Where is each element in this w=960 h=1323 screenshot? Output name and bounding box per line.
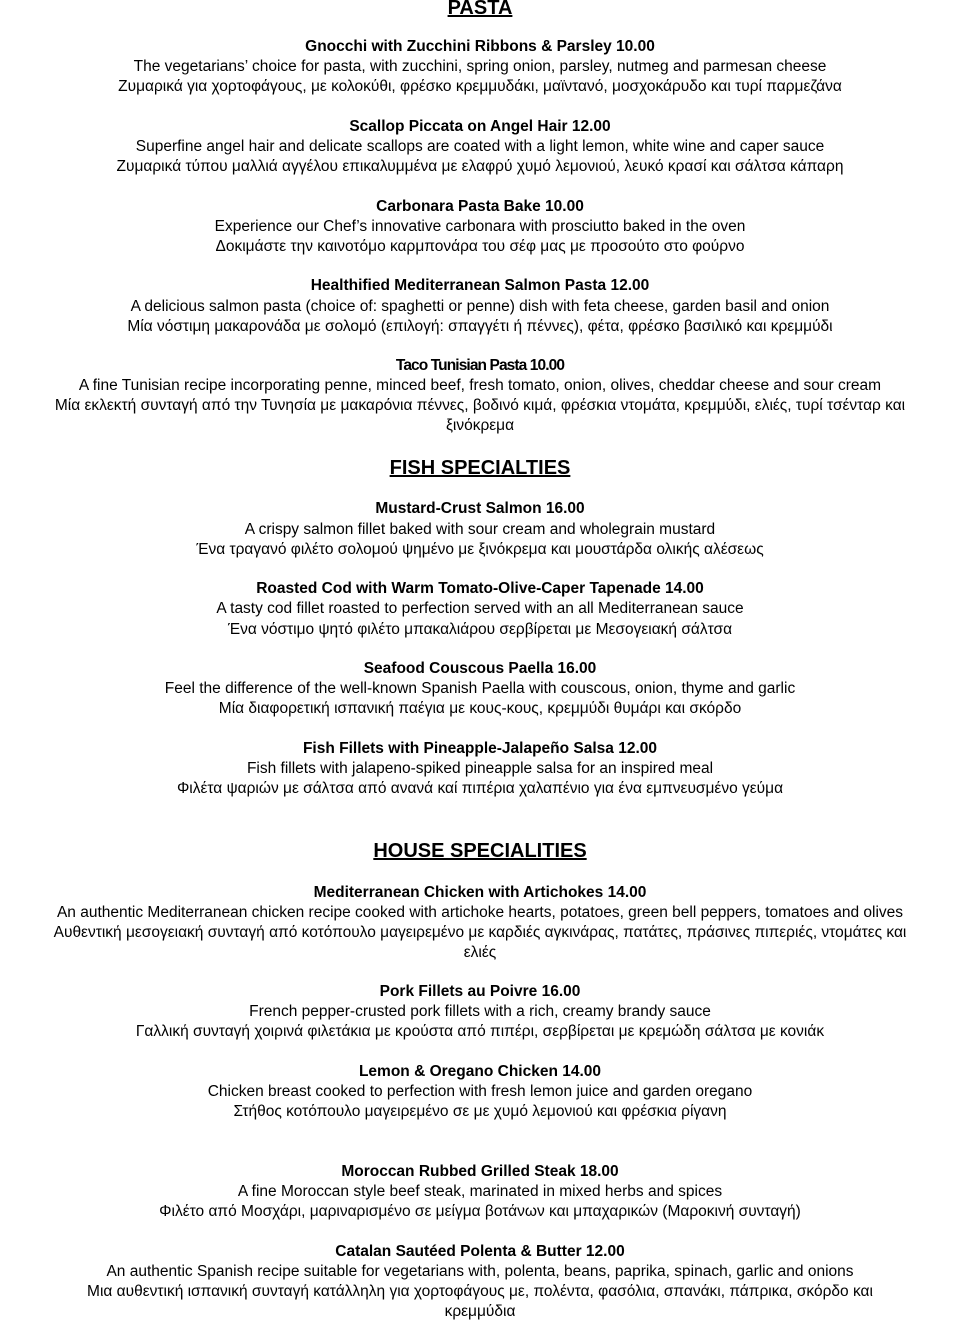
- dish-description-gr: Μία διαφορετική ισπανική παέγια με κους-κους, κρεμμύδι θυμάρι και σκόρδο: [218, 700, 742, 717]
- dish-description-gr: Φιλέτο από Μοσχάρι, μαριναρισμένο σε μείγμα βοτάνων και μπαχαρικών (Μαροκινή συνταγή): [159, 1203, 801, 1220]
- dish-description-en: Fish fillets with jalapeno-spiked pineapple salsa for an inspired meal: [246, 760, 714, 777]
- dish-description-en: Chicken breast cooked to perfection with fresh lemon juice and garden oregano: [207, 1083, 753, 1100]
- dish-description-en: French pepper-crusted pork fillets with a rich, creamy brandy sauce: [249, 1003, 711, 1020]
- dish-title: Seafood Couscous Paella 16.00: [363, 660, 597, 677]
- dish-title: Mustard-Crust Salmon 16.00: [375, 500, 585, 517]
- dish-description-en: An authentic Mediterranean chicken recipe cooked with artichoke hearts, potatoes, green bell peppers, tomatoes and olives: [56, 904, 904, 921]
- dish-description-en: Superfine angel hair and delicate scallops are coated with a light lemon, white wine and caper sauce: [135, 138, 825, 155]
- dish-description-en: A fine Tunisian recipe incorporating penne, minced beef, fresh tomato, onion, olives, cheddar cheese and sour cream: [78, 377, 882, 394]
- dish-title: Healthified Mediterranean Salmon Pasta 12.00: [310, 277, 650, 294]
- dish-description-gr: Μία νόστιμη μακαρονάδα με σολομό (επιλογή: σπαγγέτι ή πέννες), φέτα, φρέσκο βασιλικό και κρεμμύδι: [127, 318, 833, 335]
- dish-description-gr: Ένα νόστιμο ψητό φιλέτο μπακαλιάρου σερβίρεται με Μεσογειακή σάλτσα: [227, 621, 733, 638]
- dish-title: Catalan Sautéed Polenta & Butter 12.00: [335, 1243, 625, 1260]
- dish-description-gr-continued: κρεμμύδια: [444, 1303, 516, 1320]
- dish-description-gr: Αυθεντική μεσογειακή συνταγή από κοτόπουλο μαγειρεμένο με καρδιές αγκινάρας, πατάτες, πράσινες πιπεριές, ντομάτες και: [53, 924, 907, 941]
- section-title-fish: FISH SPECIALTIES: [389, 457, 571, 479]
- dish-description-gr: Στήθος κοτόπουλο μαγειρεμένο σε με χυμό λεμονιού και φρέσκια ρίγανη: [233, 1103, 727, 1120]
- dish-title: Fish Fillets with Pineapple-Jalapeño Salsa 12.00: [302, 740, 658, 757]
- dish-title: Scallop Piccata on Angel Hair 12.00: [349, 118, 611, 135]
- dish-title: Gnocchi with Zucchini Ribbons & Parsley 10.00: [305, 38, 655, 55]
- dish-title: Mediterranean Chicken with Artichokes 14.00: [313, 884, 647, 901]
- dish-description-gr: Ζυμαρικά για χορτοφάγους, με κολοκύθι, φρέσκο κρεμμυδάκι, μαϊντανό, μοσχοκάρυδο και τυρί παρμεζάνα: [118, 78, 842, 95]
- section-title-house: HOUSE SPECIALITIES: [373, 840, 587, 862]
- dish-description-gr: Μια αυθεντική ισπανική συνταγή κατάλληλη για χορτοφάγους με, πολέντα, φασόλια, σπανάκι, πάπρικα, σκόρδο και: [87, 1283, 873, 1300]
- dish-description-en: A fine Moroccan style beef steak, marinated in mixed herbs and spices: [237, 1183, 723, 1200]
- dish-description-en: A tasty cod fillet roasted to perfection served with an all Mediterranean sauce: [216, 600, 744, 617]
- dish-title: Pork Fillets au Poivre 16.00: [379, 983, 581, 1000]
- dish-description-gr: Γαλλική συνταγή χοιρινά φιλετάκια με κρούστα από πιπέρι, σερβίρεται με κρεμώδη σάλτσα με κονιάκ: [135, 1023, 825, 1040]
- dish-description-en: A delicious salmon pasta (choice of: spaghetti or penne) dish with feta cheese, garden basil and onion: [130, 298, 830, 315]
- dish-description-gr: Ζυμαρικά τύπου μαλλιά αγγέλου επικαλυμμένα με ελαφρύ χυμό λεμονιού, λευκό κρασί και σάλτσα κάπαρη: [116, 158, 844, 175]
- dish-description-gr: Μία εκλεκτή συνταγή από την Τυνησία με μακαρόνια πέννες, βοδινό κιμά, φρέσκια ντομάτα, κρεμμύδι, ελιές, τυρί τσένταρ και: [54, 397, 906, 414]
- dish-title: Carbonara Pasta Bake 10.00: [376, 198, 584, 215]
- dish-description-gr-continued: ελιές: [463, 944, 497, 961]
- dish-description-en: An authentic Spanish recipe suitable for vegetarians with, polenta, beans, paprika, spinach, garlic and onions: [106, 1263, 854, 1280]
- dish-description-gr-continued: ξινόκρεμα: [445, 417, 515, 434]
- dish-title: Taco Tunisian Pasta 10.00: [395, 357, 565, 374]
- dish-description-gr: Φιλέτα ψαριών με σάλτσα από ανανά καί πιπέρια χαλαπένιο για ένα εμπνευσμένο γεύμα: [176, 780, 784, 797]
- dish-title: Moroccan Rubbed Grilled Steak 18.00: [341, 1163, 619, 1180]
- dish-description-en: Feel the difference of the well-known Spanish Paella with couscous, onion, thyme and garlic: [164, 680, 796, 697]
- dish-description-en: The vegetarians’ choice for pasta, with zucchini, spring onion, parsley, nutmeg and parmesan cheese: [133, 58, 827, 75]
- dish-description-en: A crispy salmon fillet baked with sour cream and wholegrain mustard: [244, 521, 716, 538]
- dish-description-en: Experience our Chef’s innovative carbonara with prosciutto baked in the oven: [214, 218, 746, 235]
- dish-title: Lemon & Oregano Chicken 14.00: [358, 1063, 602, 1080]
- section-title-pasta: PASTA: [447, 0, 513, 19]
- dish-description-gr: Ένα τραγανό φιλέτο σολομού ψημένο με ξινόκρεμα και μουστάρδα ολικής αλέσεως: [196, 541, 764, 558]
- dish-description-gr: Δοκιμάστε την καινοτόμο καρμπονάρα του σέφ μας με προσούτο στο φούρνο: [215, 238, 745, 255]
- dish-title: Roasted Cod with Warm Tomato-Olive-Caper Tapenade 14.00: [256, 580, 704, 597]
